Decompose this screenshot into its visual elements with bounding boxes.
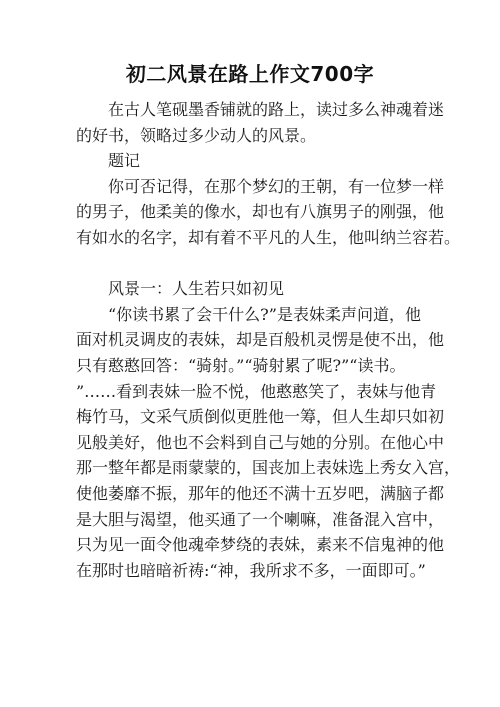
document-title: 初二风景在路上作文700字 bbox=[125, 62, 375, 86]
text-line: 在古人笔砚墨香铺就的路上，读过多么神魂着迷 bbox=[76, 100, 445, 119]
text-line: 在那时也暗暗祈祷:“神，我所求不多，一面即可。” bbox=[76, 560, 426, 580]
document-body bbox=[76, 97, 461, 583]
text-line: 只为见一面令他魂牵梦绕的表妹，素来不信鬼神的他 bbox=[76, 535, 445, 555]
section-heading: 风景一：人生若只如初见 bbox=[76, 279, 285, 299]
text-line: 面对机灵调皮的表妹，却是百般机灵愣是使不出，他 bbox=[76, 330, 445, 350]
text-line: 的男子，他柔美的像水，却也有八旗男子的刚强，他 bbox=[76, 202, 445, 222]
text-line: 使他萎靡不振，那年的他还不满十五岁吧，满脑子都 bbox=[76, 483, 445, 503]
blank-line bbox=[76, 251, 430, 277]
text-line: 你可否记得，在那个梦幻的王朝，有一位梦一样 bbox=[76, 176, 445, 196]
text-line: 有如水的名字，却有着不平凡的人生，他叫纳兰容若。 bbox=[76, 227, 461, 247]
text-line: 那一整年都是雨蒙蒙的，国丧加上表妹选上秀女入宫， bbox=[76, 458, 461, 478]
text-line: 的好书，领略过多少动人的风景。 bbox=[76, 125, 317, 145]
text-line: 只有憨憨回答：“骑射。”“骑射累了呢?”“读书。 bbox=[76, 355, 406, 375]
text-line: 梅竹马，文采气质倒似更胜他一筹，但人生却只如初 bbox=[76, 407, 445, 427]
text-line: ”……看到表妹一脸不悦，他憨憨笑了，表妹与他青 bbox=[76, 381, 437, 401]
text-line: 见般美好，他也不会料到自己与她的分别。在他心中 bbox=[76, 432, 445, 452]
text-line: 是大胆与渴望，他买通了一个喇嘛，准备混入宫中， bbox=[76, 509, 445, 529]
text-line: 题记 bbox=[76, 151, 141, 171]
text-line: “你读书累了会干什么?”是表妹柔声问道，他 bbox=[76, 304, 421, 324]
